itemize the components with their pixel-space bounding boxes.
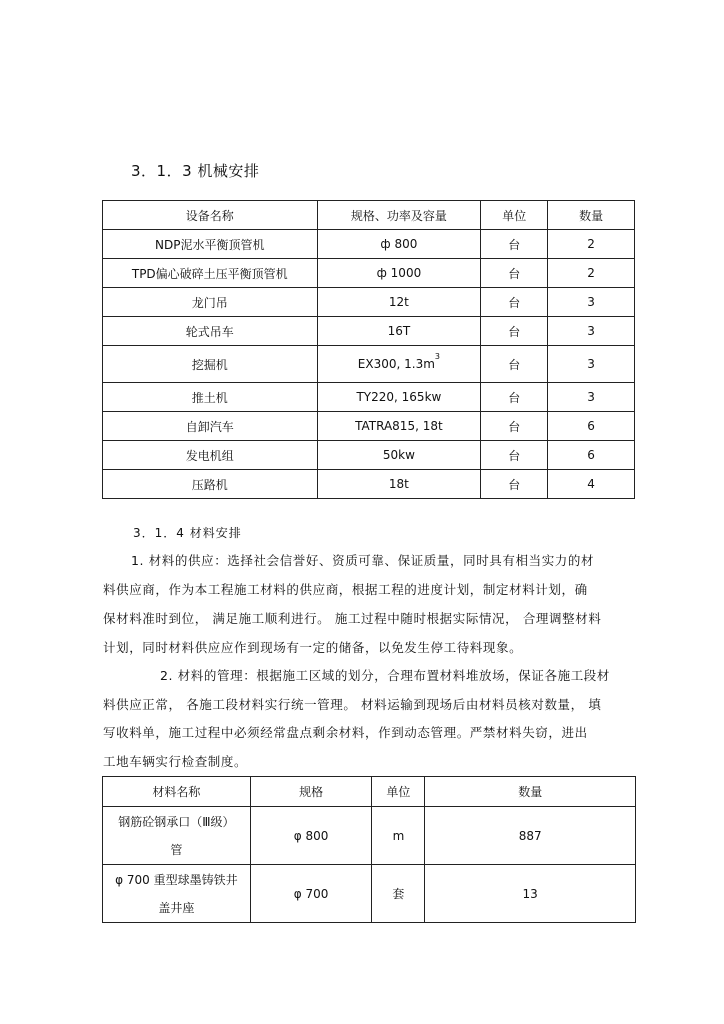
material-name-line: φ 700 重型球墨铸铁井 — [115, 872, 238, 887]
header-cell: 规格 — [250, 777, 372, 807]
equipment-qty: 6 — [548, 412, 635, 441]
material-name-line: 盖井座 — [158, 900, 195, 915]
material-name-line: 钢筋砼钢承口（Ⅲ级） — [118, 814, 235, 829]
equipment-qty: 2 — [548, 230, 635, 259]
equipment-unit: 台 — [481, 230, 548, 259]
header-cell: 单位 — [481, 201, 548, 230]
equipment-unit: 台 — [481, 259, 548, 288]
equipment-qty: 6 — [548, 441, 635, 470]
paragraph-line: 计划，同时材料供应应作到现场有一定的储备，以免发生停工待料现象。 — [103, 640, 523, 655]
table-row — [103, 807, 636, 865]
material-qty: 887 — [425, 807, 636, 865]
paragraph-line: 工地车辆实行检查制度。 — [103, 754, 248, 769]
header-cell: 规格、功率及容量 — [317, 201, 481, 230]
header-cell: 单位 — [372, 777, 425, 807]
header-cell: 材料名称 — [103, 777, 251, 807]
table-row — [103, 230, 635, 259]
equipment-spec: ф 800 — [317, 230, 481, 259]
equipment-spec: 16T — [317, 317, 481, 346]
section-heading-machinery: 3．1．3 机械安排 — [131, 162, 260, 180]
equipment-spec: 50kw — [317, 441, 481, 470]
equipment-unit: 台 — [481, 346, 548, 383]
table-header-row — [103, 777, 636, 807]
material-name-cell — [103, 807, 251, 865]
section-heading-materials: 3．1．4 材料安排 — [133, 526, 242, 540]
equipment-name: NDP泥水平衡顶管机 — [103, 230, 318, 259]
material-name-cell — [103, 865, 251, 923]
material-unit: 套 — [372, 865, 425, 923]
equipment-qty: 2 — [548, 259, 635, 288]
equipment-qty: 4 — [548, 470, 635, 499]
equipment-name: 发电机组 — [103, 441, 318, 470]
equipment-name: 挖掘机 — [103, 346, 318, 383]
equipment-unit: 台 — [481, 288, 548, 317]
table-row — [103, 412, 635, 441]
equipment-name: 龙门吊 — [103, 288, 318, 317]
equipment-spec: ф 1000 — [317, 259, 481, 288]
header-cell: 数量 — [548, 201, 635, 230]
paragraph-line: 料供应商，作为本工程施工材料的供应商，根据工程的进度计划，制定材料计划，确 — [103, 582, 588, 597]
paragraph-line: 料供应正常， 各施工段材料实行统一管理。 材料运输到现场后由材料员核对数量， 填 — [103, 697, 602, 712]
paragraph-line: 写收料单，施工过程中必须经常盘点剩余材料，作到动态管理。严禁材料失窃，进出 — [103, 725, 588, 740]
table-row — [103, 383, 635, 412]
table-row — [103, 346, 635, 383]
equipment-unit: 台 — [481, 470, 548, 499]
equipment-spec: 18t — [317, 470, 481, 499]
material-qty: 13 — [425, 865, 636, 923]
equipment-spec: TY220, 165kw — [317, 383, 481, 412]
material-unit: m — [372, 807, 425, 865]
table-row — [103, 288, 635, 317]
equipment-name: 自卸汽车 — [103, 412, 318, 441]
equipment-name: TPD偏心破碎土压平衡顶管机 — [103, 259, 318, 288]
equipment-name: 推土机 — [103, 383, 318, 412]
equipment-unit: 台 — [481, 441, 548, 470]
equipment-unit: 台 — [481, 317, 548, 346]
equipment-qty: 3 — [548, 317, 635, 346]
material-name-line: 管 — [170, 842, 183, 857]
table-row — [103, 259, 635, 288]
table-row — [103, 865, 636, 923]
paragraph-line: 保材料准时到位， 满足施工顺利进行。 施工过程中随时根据实际情况， 合理调整材料 — [103, 611, 602, 626]
paragraph-line: 2. 材料的管理：根据施工区域的划分，合理布置材料堆放场，保证各施工段材 — [160, 668, 611, 683]
equipment-name: 压路机 — [103, 470, 318, 499]
material-spec: φ 800 — [250, 807, 372, 865]
machinery-table — [102, 200, 635, 499]
equipment-qty: 3 — [548, 383, 635, 412]
table-row — [103, 470, 635, 499]
equipment-spec: 12t — [317, 288, 481, 317]
equipment-spec-cell — [317, 346, 481, 383]
paragraph-line: 1. 材料的供应：选择社会信誉好、资质可靠、保证质量，同时具有相当实力的材 — [131, 553, 595, 568]
header-cell: 设备名称 — [103, 201, 318, 230]
equipment-unit: 台 — [481, 383, 548, 412]
table-row — [103, 441, 635, 470]
materials-table — [102, 776, 636, 923]
header-cell: 数量 — [425, 777, 636, 807]
equipment-qty: 3 — [548, 288, 635, 317]
spec-superscript: 3 — [434, 352, 440, 361]
equipment-qty: 3 — [548, 346, 635, 383]
material-spec: φ 700 — [250, 865, 372, 923]
table-header-row — [103, 201, 635, 230]
equipment-spec: EX300, 1.3m — [357, 357, 435, 371]
equipment-unit: 台 — [481, 412, 548, 441]
equipment-name: 轮式吊车 — [103, 317, 318, 346]
equipment-spec: TATRA815, 18t — [317, 412, 481, 441]
table-row — [103, 317, 635, 346]
